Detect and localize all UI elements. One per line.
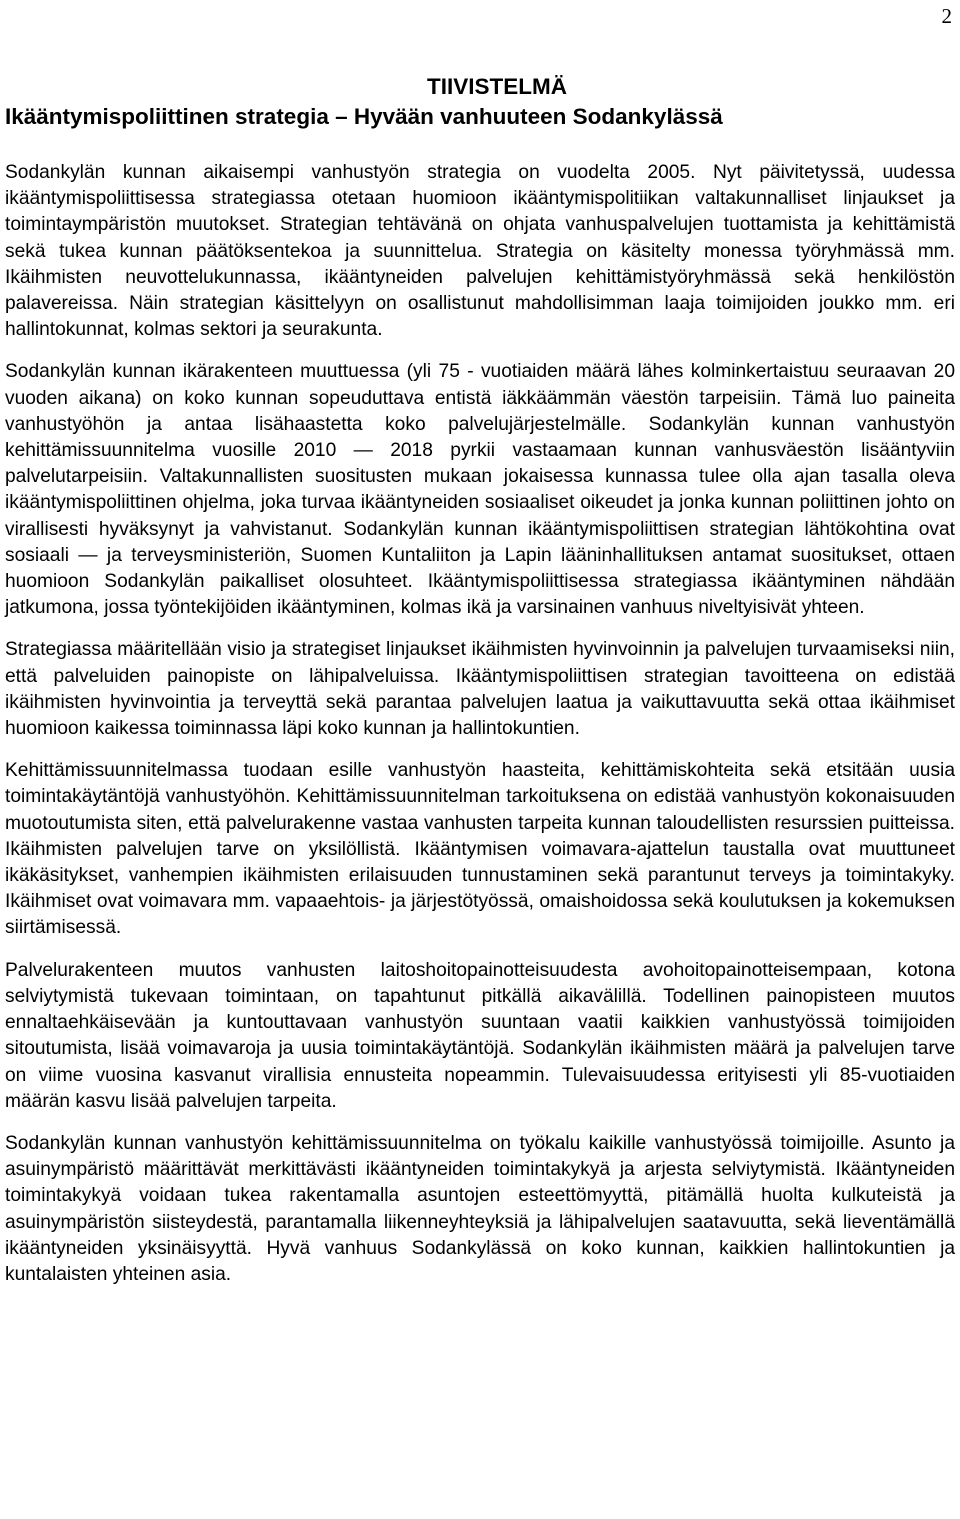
paragraph: Sodankylän kunnan vanhustyön kehittämissuunnitelma on työkalu kaikille vanhustyössä toimijoille. Asunto ja asuinympäristö määrittävät merkittävästi ikääntyneiden toimintakykyä ja arjesta selviytymistä. Ikääntyneiden toimintakykyä voidaan tukea rakentamalla asuntojen esteettömyyttä, pitämällä huolta kulkuteistä ja asuinympäristön siisteydestä, parantamalla liikenneyhteyksiä ja lähipalvelujen saatavuutta, sekä lieventämällä ikääntyneiden yksinäisyyttä. Hyvä vanhuus Sodankylässä on koko kunnan, kaikkien hallintokuntien ja kuntalaisten yhteinen asia. — [5, 1132, 955, 1285]
abstract-paragraphs — [5, 160, 955, 1288]
document-body — [5, 72, 955, 1304]
paragraph: Kehittämissuunnitelmassa tuodaan esille vanhustyön haasteita, kehittämiskohteita sekä etsitään uusia toimintakäytäntöjä vanhustyöhön. Kehittämissuunnitelman tarkoituksena on edistää vanhustyön kokonaisuuden muotoutumista siten, että palvelurakenne vastaa vanhusten tarpeita kunnan taloudellisten resurssien puitteissa. Ikäihmisten palvelujen tarve on yksilöllistä. Ikääntymisen voimavara-ajattelun taustalla ovat muuttuneet ikäkäsitykset, vanhempien ikäihmisten erilaisuuden tunnustaminen sekä parantunut terveys ja toimintakyky. Ikäihmiset ovat voimavara mm. vapaaehtois- ja järjestötyössä, omaishoidossa sekä koulutuksen ja kokemuksen siirtämisessä. — [5, 760, 955, 939]
paragraph: Sodankylän kunnan aikaisempi vanhustyön strategia on vuodelta 2005. Nyt päivitetyssä, uudessa ikääntymispoliittisessa strategiassa otetaan huomioon ikääntymispolitiikan valtakunnalliset linjaukset ja toimintaympäristön muutokset. Strategian tehtävänä on ohjata vanhuspalvelujen tuottamista ja kehittämistä sekä tukea kunnan päätöksentekoa ja suunnittelua. Strategia on käsitelty monessa työryhmässä mm. Ikäihmisten neuvottelukunnassa, ikääntyneiden palvelujen kehittämistyöryhmässä sekä henkilöstön palavereissa. Näin strategian käsittelyyn on osallistunut mahdollisimman laaja toimijoiden joukko mm. eri hallintokunnat, kolmas sektori ja seurakunta. — [5, 162, 955, 341]
page-number: 2 — [941, 4, 952, 28]
paragraph: Palvelurakenteen muutos vanhusten laitoshoitopainotteisuudesta avohoitopainotteisempaan, kotona selviytymistä tukevaan toimintaan, on tapahtunut pitkällä aikavälillä. Todellinen painopisteen muutos ennaltaehkäisevään ja kuntouttavaan vanhustyön suuntaan vaatii kaikkien vanhustyössä toimijoiden sitoutumista, lisää voimavaroja ja uusia toimintakäytäntöjä. Sodankylän ikäihmisten määrä ja palvelujen tarve on viime vuosina kasvanut virallisia ennusteita nopeammin. Tulevaisuudessa erityisesti yli 85-vuotiaiden määrän kasvu lisää palvelujen tarpeita. — [5, 959, 955, 1112]
paragraph: Sodankylän kunnan ikärakenteen muuttuessa (yli 75 - vuotiaiden määrä lähes kolminkertaistuu seuraavan 20 vuoden aikana) on koko kunnan sopeuduttava entistä iäkkäämmän väestön tarpeisiin. Tämä luo paineita vanhustyöhön ja antaa lisähaastetta koko palvelujärjestelmälle. Sodankylän kunnan vanhustyön kehittämissuunnitelma vuosille 2010 — 2018 pyrkii vastaamaan kunnan vanhusväestön lisääntyviin palvelutarpeisiin. Valtakunnallisten suositusten mukaan jokaisessa kunnassa tulee olla ajan tasalla oleva ikääntymispoliittinen ohjelma, joka turvaa ikääntyneiden sosiaaliset oikeudet ja jonka kunnan poliittinen johto on virallisesti hyväksynyt ja vahvistanut. Sodankylän kunnan ikääntymispoliittisen strategian lähtökohtina ovat sosiaali — ja terveysministeriön, Suomen Kuntaliiton ja Lapin lääninhallituksen antamat suositukset, ottaen huomioon Sodankylän paikalliset olosuhteet. Ikääntymispoliittisessa strategiassa ikääntyminen nähdään jatkumona, jossa työntekijöiden ikääntyminen, kolmas ikä ja varsinainen vanhuus niveltyisivät yhteen. — [5, 361, 955, 619]
document-title: TIIVISTELMÄ — [427, 74, 567, 99]
document-subtitle: Ikääntymispoliittinen strategia – Hyvään vanhuuteen Sodankylässä — [5, 104, 723, 129]
paragraph: Strategiassa määritellään visio ja strategiset linjaukset ikäihmisten hyvinvoinnin ja palvelujen turvaamiseksi niin, että palveluiden painopiste on lähipalveluissa. Ikääntymispoliittisen strategian tavoitteena on edistää ikäihmisten hyvinvointia ja terveyttä sekä parantaa palvelujen laatua ja vaikuttavuutta sekä ottaa ikäihmiset huomioon kaikessa toiminnassa läpi koko kunnan ja hallintokuntien. — [5, 639, 955, 740]
